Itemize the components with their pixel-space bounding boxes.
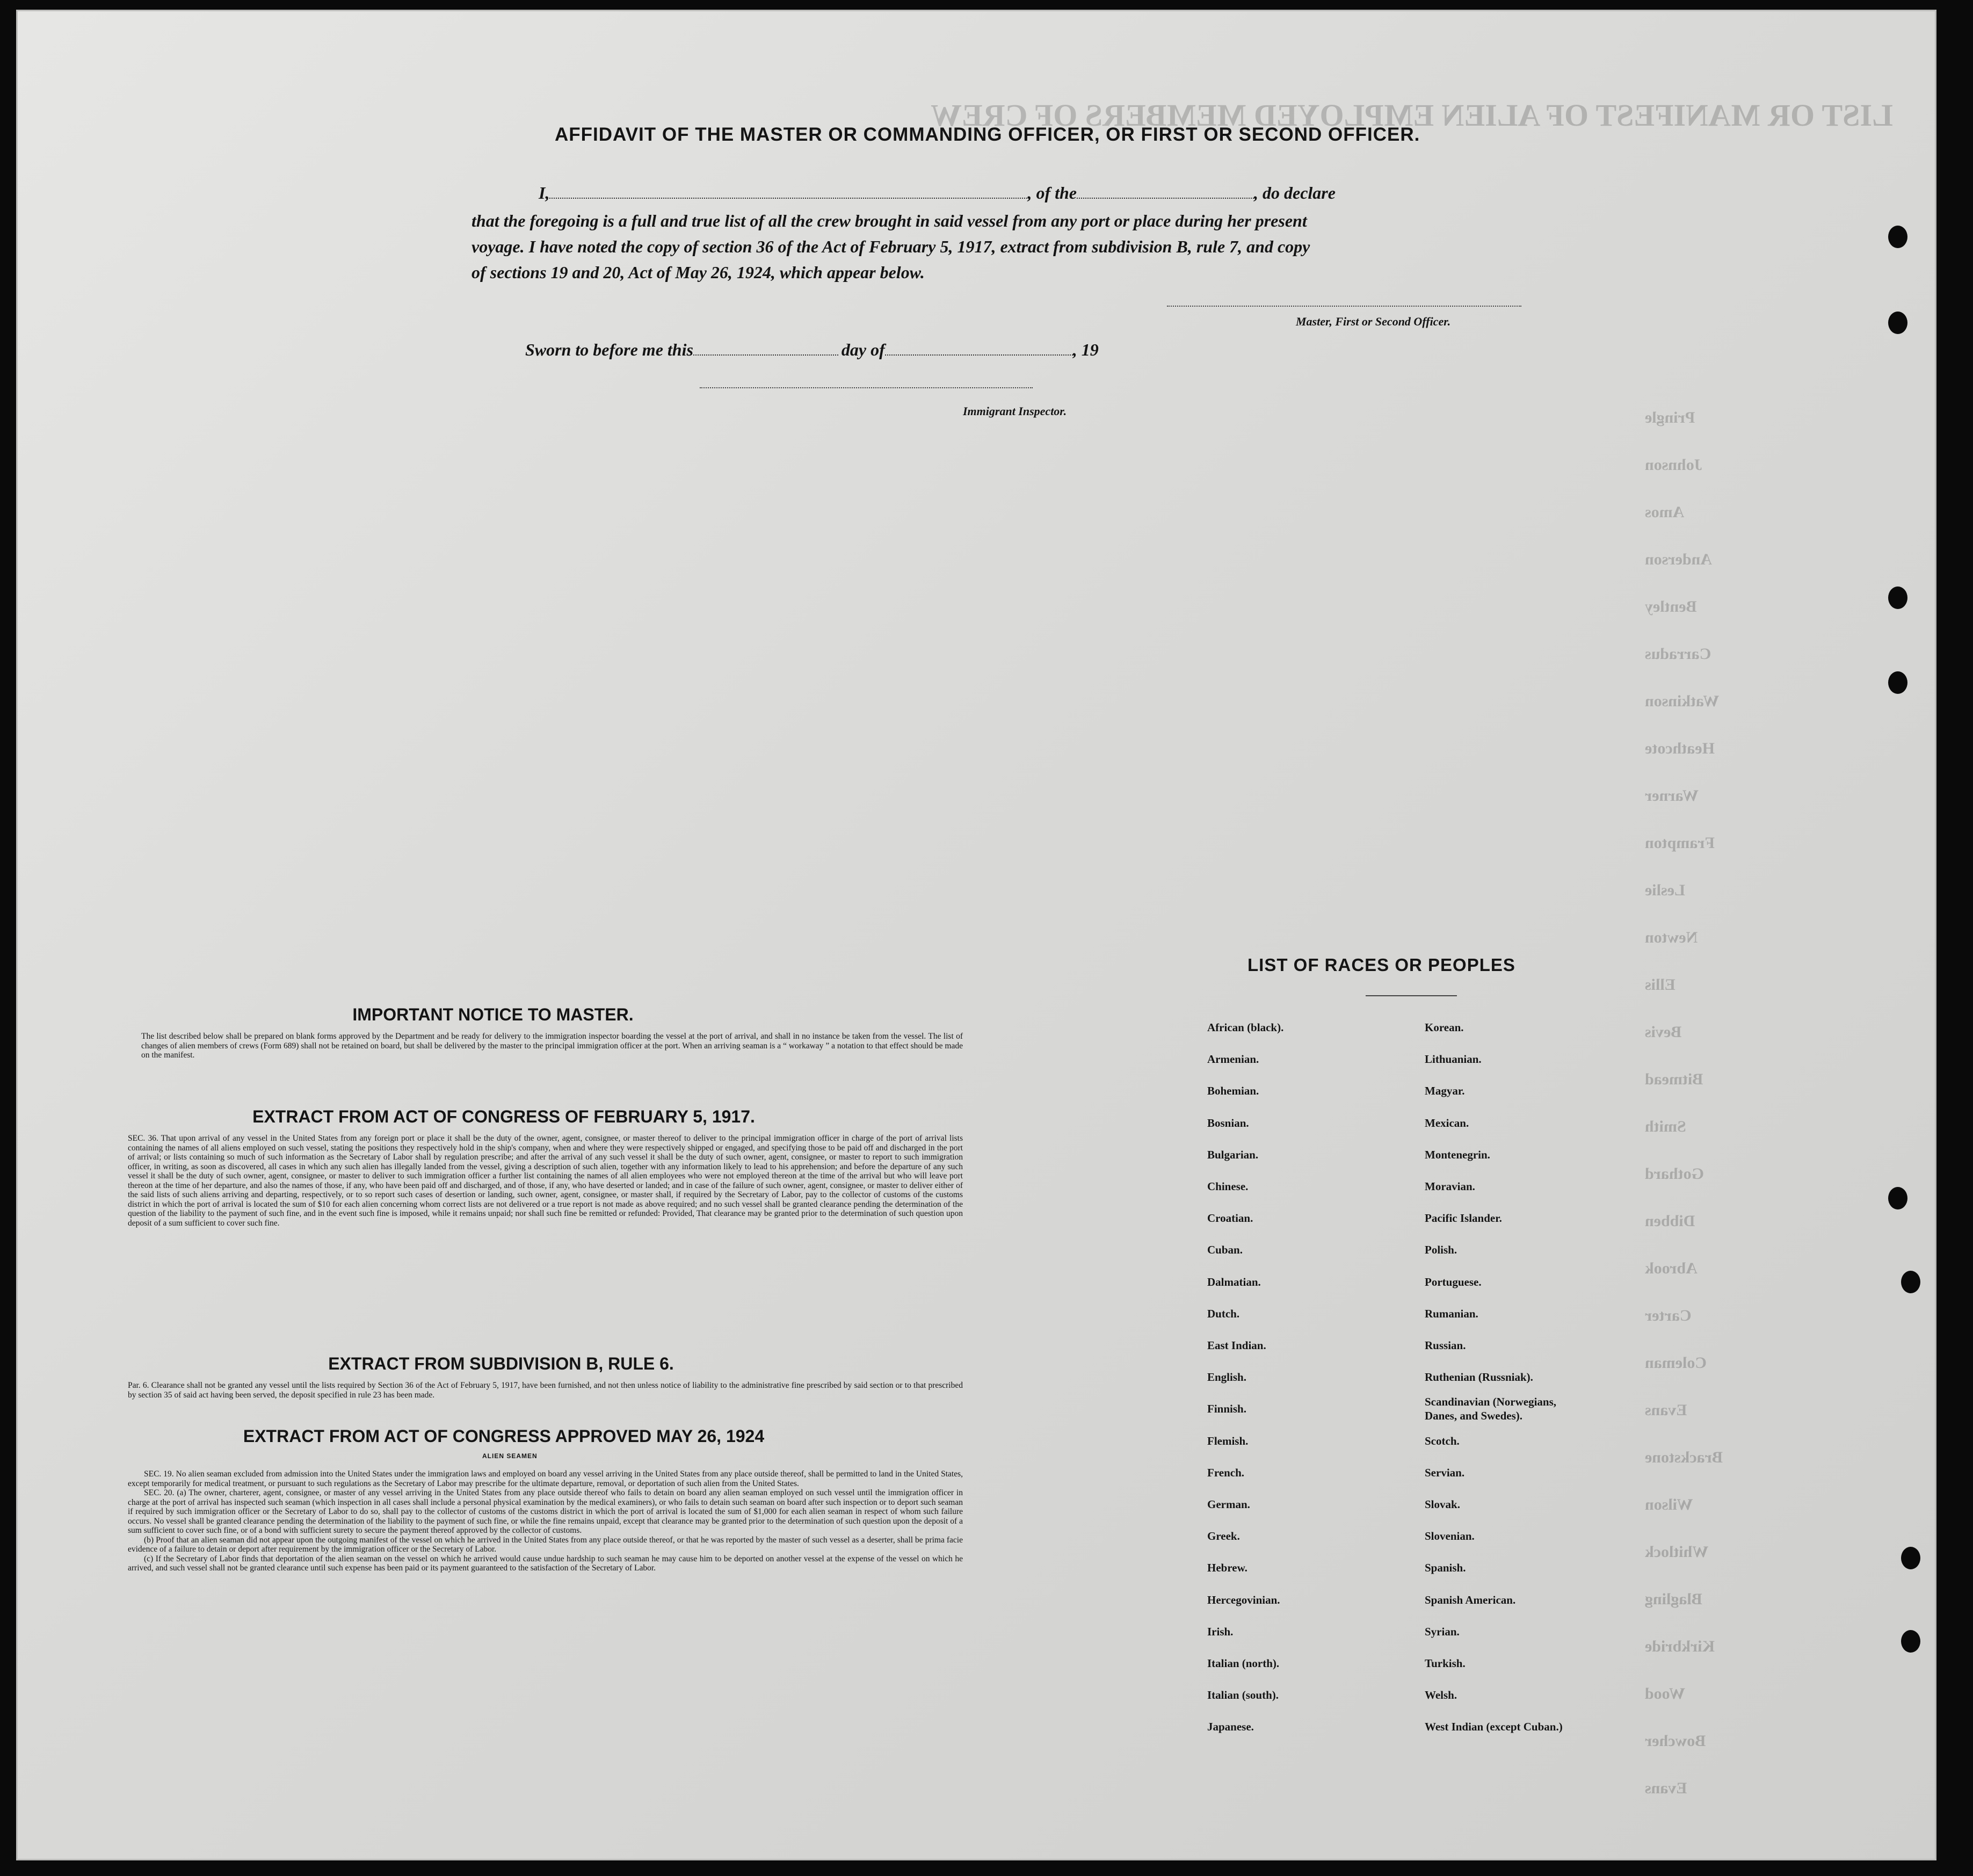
bleed-through-name: Gothard bbox=[1645, 1165, 1704, 1183]
bleed-through-name: Bowcher bbox=[1645, 1732, 1706, 1750]
sec-19-text: SEC. 19. No alien seaman excluded from admission into the United States under the immigration laws and employed on board any vessel arriving in the United States from any place outside thereof, shall be permitted to land in the United States, except temporarily for medical treatment, or pursuant to such regulations as the Secretary of Labor may prescribe for the ultimate departure, removal, or deportation of such alien from the United States. bbox=[128, 1469, 963, 1488]
sworn-text: Sworn to before me this bbox=[525, 340, 693, 359]
bleed-through-name: Ellis bbox=[1645, 976, 1675, 994]
vessel-name-field[interactable] bbox=[1077, 198, 1254, 199]
bleed-through-name: Pringle bbox=[1645, 409, 1695, 426]
affidavit-line-4: of sections 19 and 20, Act of May 26, 1924, which appear below. bbox=[472, 263, 925, 282]
race-item: East Indian. bbox=[1207, 1339, 1266, 1352]
binder-hole bbox=[1901, 1630, 1920, 1653]
race-item: English. bbox=[1207, 1371, 1246, 1384]
notice-text: The list described below shall be prepared on blank forms approved by the Department and be ready for delivery to the immigration inspector boarding the vessel at the port of arrival, and shall in no instance be taken from the vessel. The list of changes of alien members of crews (Form 689) shall not be retained on board, but shall be delivered by the master to the principal immigration officer at the port. When an arriving seaman is a “ workaway ” a notation to that effect should be made on the manifest. bbox=[141, 1032, 963, 1060]
document-page bbox=[16, 10, 1936, 1860]
race-item: Japanese. bbox=[1207, 1720, 1254, 1734]
bleed-through-name: Coleman bbox=[1645, 1354, 1707, 1372]
race-item: Italian (south). bbox=[1207, 1689, 1279, 1702]
race-item: Portuguese. bbox=[1425, 1275, 1482, 1288]
extract-1917-title: EXTRACT FROM ACT OF CONGRESS OF FEBRUARY 5, 1917. bbox=[252, 1107, 755, 1126]
bleed-through-name: Carradus bbox=[1645, 645, 1711, 663]
race-item: Servian. bbox=[1425, 1466, 1465, 1479]
race-item: Polish. bbox=[1425, 1243, 1457, 1257]
race-item: Welsh. bbox=[1425, 1689, 1457, 1702]
race-item: Armenian. bbox=[1207, 1053, 1259, 1066]
bleed-through-name: Bentley bbox=[1645, 598, 1697, 615]
affidavit-of-the: , of the bbox=[1027, 183, 1077, 202]
sworn-day-field[interactable] bbox=[693, 354, 838, 356]
affidavit-i: I, bbox=[539, 183, 550, 202]
master-signature-line[interactable] bbox=[1167, 306, 1521, 307]
race-item: Rumanian. bbox=[1425, 1307, 1478, 1320]
bleed-through-name: Blagling bbox=[1645, 1590, 1702, 1608]
affidavit-line-2: that the foregoing is a full and true list of all the crew brought in said vessel from any port or place during her present bbox=[472, 211, 1307, 230]
race-item: French. bbox=[1207, 1466, 1245, 1479]
race-item: Bulgarian. bbox=[1207, 1148, 1259, 1161]
races-title-rule bbox=[1366, 995, 1457, 996]
race-item: Syrian. bbox=[1425, 1625, 1460, 1638]
races-title: LIST OF RACES OR PEOPLES bbox=[1247, 955, 1515, 975]
race-item: Flemish. bbox=[1207, 1434, 1249, 1447]
bleed-through-name: Evans bbox=[1645, 1401, 1687, 1419]
binder-hole bbox=[1901, 1547, 1920, 1569]
race-item: Cuban. bbox=[1207, 1243, 1243, 1257]
inspector-signature-line[interactable] bbox=[700, 387, 1033, 388]
bleed-through-name: Bitmead bbox=[1645, 1070, 1703, 1088]
bleed-through-header: LIST OR MANIFEST OF ALIEN EMPLOYED MEMBERS OF CREW bbox=[931, 98, 1893, 133]
bleed-through-name: Whitlock bbox=[1645, 1543, 1709, 1561]
master-label: Master, First or Second Officer. bbox=[1296, 315, 1451, 328]
bleed-through-name: Anderson bbox=[1645, 551, 1713, 568]
race-item: Scotch. bbox=[1425, 1434, 1460, 1447]
binder-hole bbox=[1888, 226, 1907, 248]
sec-20c-text: (c) If the Secretary of Labor finds that deportation of the alien seaman on the vessel on which he arrived would cause undue hardship to such seaman he may cause him to be deported on another vessel at the expense of the vessel on which he arrived, and such vessel shall not be granted clearance until such expense has been paid or its payment guaranteed to the satisfaction of the Secretary of Labor. bbox=[128, 1554, 963, 1573]
bleed-through-name: Bevis bbox=[1645, 1023, 1682, 1041]
extract-1924-title: EXTRACT FROM ACT OF CONGRESS APPROVED MAY 26, 1924 bbox=[243, 1426, 765, 1446]
affidavit-line-1 bbox=[539, 183, 1336, 203]
affidavit-declare: , do declare bbox=[1254, 183, 1336, 202]
sec-20b-text: (b) Proof that an alien seaman did not appear upon the outgoing manifest of the vessel on which he arrived in the United States from any place outside thereof, or that he was reported by the master of such vessel as a deserter, shall be prima facie evidence of a failure to detain or deport after requirement by the immigration officer or the Secretary of Labor. bbox=[128, 1535, 963, 1554]
bleed-through-name: Johnson bbox=[1645, 456, 1702, 474]
race-item: West Indian (except Cuban.) bbox=[1425, 1720, 1563, 1734]
race-item: Slovenian. bbox=[1425, 1530, 1475, 1543]
race-item: Korean. bbox=[1425, 1021, 1464, 1034]
race-item: Finnish. bbox=[1207, 1402, 1246, 1416]
notice-title: IMPORTANT NOTICE TO MASTER. bbox=[352, 1005, 634, 1024]
race-item: Dutch. bbox=[1207, 1307, 1240, 1320]
affidavit-title: AFFIDAVIT OF THE MASTER OR COMMANDING OFFICER, OR FIRST OR SECOND OFFICER. bbox=[555, 124, 1420, 145]
day-of-text: day of bbox=[841, 340, 885, 359]
sworn-line bbox=[525, 340, 1099, 360]
race-item: Bosnian. bbox=[1207, 1116, 1249, 1129]
race-item: Moravian. bbox=[1425, 1180, 1475, 1193]
bleed-through-name: Wood bbox=[1645, 1685, 1686, 1703]
sworn-month-field[interactable] bbox=[885, 354, 1073, 356]
race-item: Hebrew. bbox=[1207, 1561, 1247, 1575]
extract-1924-body bbox=[128, 1469, 963, 1573]
bleed-through-name: Evans bbox=[1645, 1779, 1687, 1797]
race-item: Greek. bbox=[1207, 1530, 1240, 1543]
binder-hole bbox=[1888, 312, 1907, 334]
race-item: Scandinavian (Norwegians, Danes, and Swedes). bbox=[1425, 1395, 1557, 1423]
sec-20a-text: SEC. 20. (a) The owner, charterer, agent, consignee, or master of any vessel arriving in the United States from any place outside thereof who fails to detain on board any alien seaman employed on such vessel until the immigration officer in charge at the port of arrival has inspected such seaman (which inspection in all cases shall include a personal physical examination by the medical examiners), or who fails to detain such seaman on board after such inspection or to deport such seaman if required by such immigration officer or the Secretary of Labor to do so, shall pay to the collector of customs of the customs district in which the port of arrival is located the sum of $1,000 for each alien seaman in respect of whom such failure occurs. No vessel shall be granted clearance pending the determination of the liability to the payment of such fine, or while the fine remains unpaid, except that clearance may be granted prior to the determination of such question upon the deposit of a sum sufficient to cover such fine, or of a bond with sufficient surety to secure the payment thereof approved by the collector of customs. bbox=[128, 1488, 963, 1535]
binder-hole bbox=[1901, 1271, 1920, 1293]
officer-name-field[interactable] bbox=[549, 198, 1027, 199]
rule-6-text: Par. 6. Clearance shall not be granted any vessel until the lists required by Section 36 of the Act of February 5, 1917, have been furnished, and not then unless notice of liability to the administrative fine prescribed by said section or to that prescribed by section 35 of said act having been served, the deposit specified in rule 23 has been made. bbox=[128, 1381, 963, 1400]
bleed-through-name: Brackstone bbox=[1645, 1448, 1723, 1466]
race-item: Irish. bbox=[1207, 1625, 1234, 1638]
bleed-through-name: Heathcote bbox=[1645, 740, 1715, 757]
race-item: Magyar. bbox=[1425, 1084, 1465, 1098]
bleed-through-name: Smith bbox=[1645, 1118, 1686, 1135]
race-item: African (black). bbox=[1207, 1021, 1284, 1034]
extract-1917-text: SEC. 36. That upon arrival of any vessel in the United States from any foreign port or place it shall be the duty of the owner, agent, consignee, or master thereof to deliver to the principal immigration officer in charge of the port of arrival lists containing the names of all aliens employed on such vessel, stating the positions they respectively hold in the ship's company, when and where they were respectively shipped or engaged, and specifying those to be paid off and discharged in the port of arrival; or lists containing so much of such information as the Secretary of Labor shall by regulation prescribe; and after the arrival of any such vessel it shall be the duty of such owner, agent, consignee, or master to report to such immigration officer, in writing, as soon as discovered, all cases in which any such alien has illegally landed from the vessel, giving a description of such alien, together with any information likely to lead to his apprehension; and before the departure of any such vessel it shall be the duty of such owner, agent, consignee, or master to deliver to such immigration officer a further list containing the names of all alien employees who were not employed thereon at the time of the arrival but who will leave port thereon at the time of her departure, and also the names of those, if any, who have been paid off and discharged, and of those, if any, who have deserted or landed; and in case of the failure of such owner, agent, consignee, or master to deliver either of the said lists of such aliens arriving and departing, respectively, or to so report such cases of desertion or landing, such owner, agent, consignee, or master shall, if required by the Secretary of Labor, pay to the collector of customs of the customs district in which the port of arrival is located the sum of $10 for each alien concerning whom correct lists are not delivered or a true report is not made as above required; and no such vessel shall be granted clearance pending the determination of the question of the liability to the payment of such fine, and in the event such fine is imposed, while it remains unpaid; nor shall such fine be remitted or refunded: Provided, That clearance may be granted prior to the determination of such question upon deposit of a sum sufficient to cover such fine. bbox=[128, 1134, 963, 1228]
binder-hole bbox=[1888, 586, 1907, 609]
year-text: , 19 bbox=[1072, 340, 1099, 359]
race-item: Italian (north). bbox=[1207, 1657, 1280, 1670]
bleed-through-name: Wilson bbox=[1645, 1496, 1693, 1513]
bleed-through-name: Newton bbox=[1645, 929, 1698, 946]
race-item: Bohemian. bbox=[1207, 1084, 1259, 1098]
alien-seamen-subtitle: ALIEN SEAMEN bbox=[482, 1452, 538, 1460]
bleed-through-name: Frampton bbox=[1645, 834, 1715, 852]
race-item: Ruthenian (Russniak). bbox=[1425, 1371, 1533, 1384]
rule-6-title: EXTRACT FROM SUBDIVISION B, RULE 6. bbox=[328, 1354, 674, 1373]
bleed-through-name: Warner bbox=[1645, 787, 1699, 805]
bleed-through-name: Kirkbride bbox=[1645, 1638, 1715, 1655]
race-item: Dalmatian. bbox=[1207, 1275, 1261, 1288]
inspector-label: Immigrant Inspector. bbox=[963, 404, 1067, 418]
race-item: Croatian. bbox=[1207, 1212, 1253, 1225]
bleed-through-name: Watkinson bbox=[1645, 692, 1720, 710]
race-item: Spanish American. bbox=[1425, 1593, 1516, 1606]
race-item: Montenegrin. bbox=[1425, 1148, 1490, 1161]
bleed-through-name: Dibben bbox=[1645, 1212, 1695, 1230]
race-item: Spanish. bbox=[1425, 1561, 1466, 1575]
race-item: Pacific Islander. bbox=[1425, 1212, 1502, 1225]
binder-hole bbox=[1888, 671, 1907, 694]
race-item: Lithuanian. bbox=[1425, 1053, 1482, 1066]
race-item: German. bbox=[1207, 1498, 1250, 1511]
affidavit-line-3: voyage. I have noted the copy of section 36 of the Act of February 5, 1917, extract from subdivision B, rule 7, and copy bbox=[472, 237, 1310, 256]
bleed-through-name: Leslie bbox=[1645, 881, 1685, 899]
binder-hole bbox=[1888, 1187, 1907, 1209]
bleed-through-name: Abrook bbox=[1645, 1259, 1698, 1277]
race-item: Hercegovinian. bbox=[1207, 1593, 1280, 1606]
race-item: Chinese. bbox=[1207, 1180, 1249, 1193]
race-item: Turkish. bbox=[1425, 1657, 1466, 1670]
bleed-through-name: Amos bbox=[1645, 503, 1685, 521]
race-item: Russian. bbox=[1425, 1339, 1466, 1352]
race-item: Slovak. bbox=[1425, 1498, 1460, 1511]
race-item: Mexican. bbox=[1425, 1116, 1469, 1129]
bleed-through-name: Carter bbox=[1645, 1307, 1692, 1324]
